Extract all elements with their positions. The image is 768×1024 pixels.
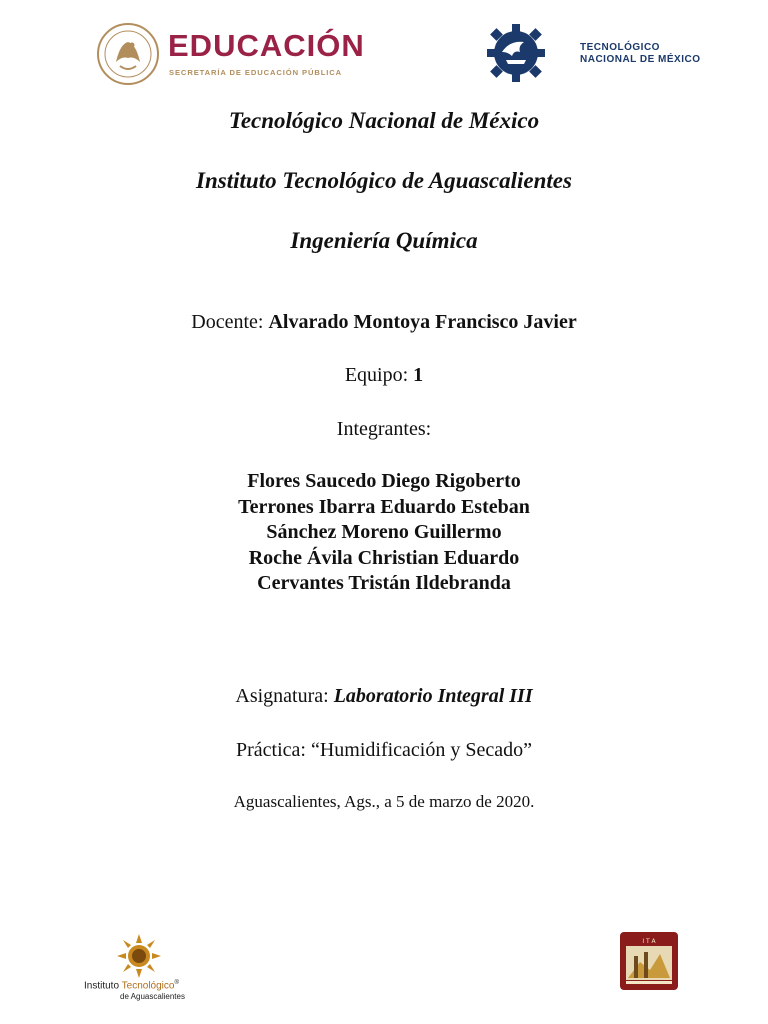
team-label: Equipo: (344, 364, 409, 386)
ita-logo-word2: Tecnológico (121, 980, 175, 992)
practice-name: “Humidificación y Secado” (310, 739, 532, 761)
institution-title: Tecnológico Nacional de México (228, 108, 540, 133)
tecnm-logo (484, 22, 714, 84)
member-name: Flores Saucedo Diego Rigoberto (247, 470, 521, 492)
tecnm-logo-line1: TECNOLÓGICO (580, 42, 660, 53)
ingenieria-quimica-emblem (620, 932, 678, 990)
ita-logo-word1: Instituto (84, 980, 120, 992)
iq-emblem-icon (620, 932, 678, 990)
tecnm-gear-eagle-icon (484, 22, 548, 84)
ita-logo (84, 932, 214, 1000)
tecnm-logo-line2: NACIONAL DE MÉXICO (580, 54, 701, 65)
practice-line (0, 739, 768, 762)
subject-label: Asignatura: (235, 685, 329, 707)
subject-line (0, 685, 768, 708)
iq-emblem-letters: I T A (642, 938, 656, 945)
teacher-label: Docente: (191, 311, 264, 333)
sep-educacion-logo (96, 22, 396, 88)
career-title: Ingeniería Química (290, 228, 478, 253)
ita-logo-registered: ® (174, 980, 179, 986)
teacher-line (0, 311, 768, 334)
teacher-name: Alvarado Montoya Francisco Javier (268, 311, 577, 333)
members-list (0, 469, 768, 597)
ita-sun-emblem-icon (117, 934, 161, 978)
practice-label: Práctica: (236, 739, 306, 761)
place-date: Aguascalientes, Ags., a 5 de marzo de 2020. (233, 792, 535, 811)
sep-logo-subtitle: SECRETARÍA DE EDUCACIÓN PÚBLICA (169, 68, 343, 77)
tecnm-logo-text (580, 42, 701, 66)
subject-name: Laboratorio Integral III (333, 685, 533, 707)
campus-title: Instituto Tecnológico de Aguascalientes (196, 168, 572, 193)
ita-logo-sub: de Aguascalientes (120, 992, 185, 1002)
team-number: 1 (413, 364, 424, 386)
member-name: Terrones Ibarra Eduardo Esteban (238, 495, 530, 518)
mexico-seal-icon (96, 22, 160, 86)
team-line (0, 364, 768, 387)
member-name: Roche Ávila Christian Eduardo (248, 546, 520, 569)
member-name: Cervantes Tristán Ildebranda (257, 572, 511, 594)
ita-logo-text (84, 978, 214, 1002)
member-name: Sánchez Moreno Guillermo (266, 521, 502, 543)
members-label: Integrantes: (336, 418, 432, 440)
sep-logo-word: EDUCACIÓN (168, 28, 365, 63)
